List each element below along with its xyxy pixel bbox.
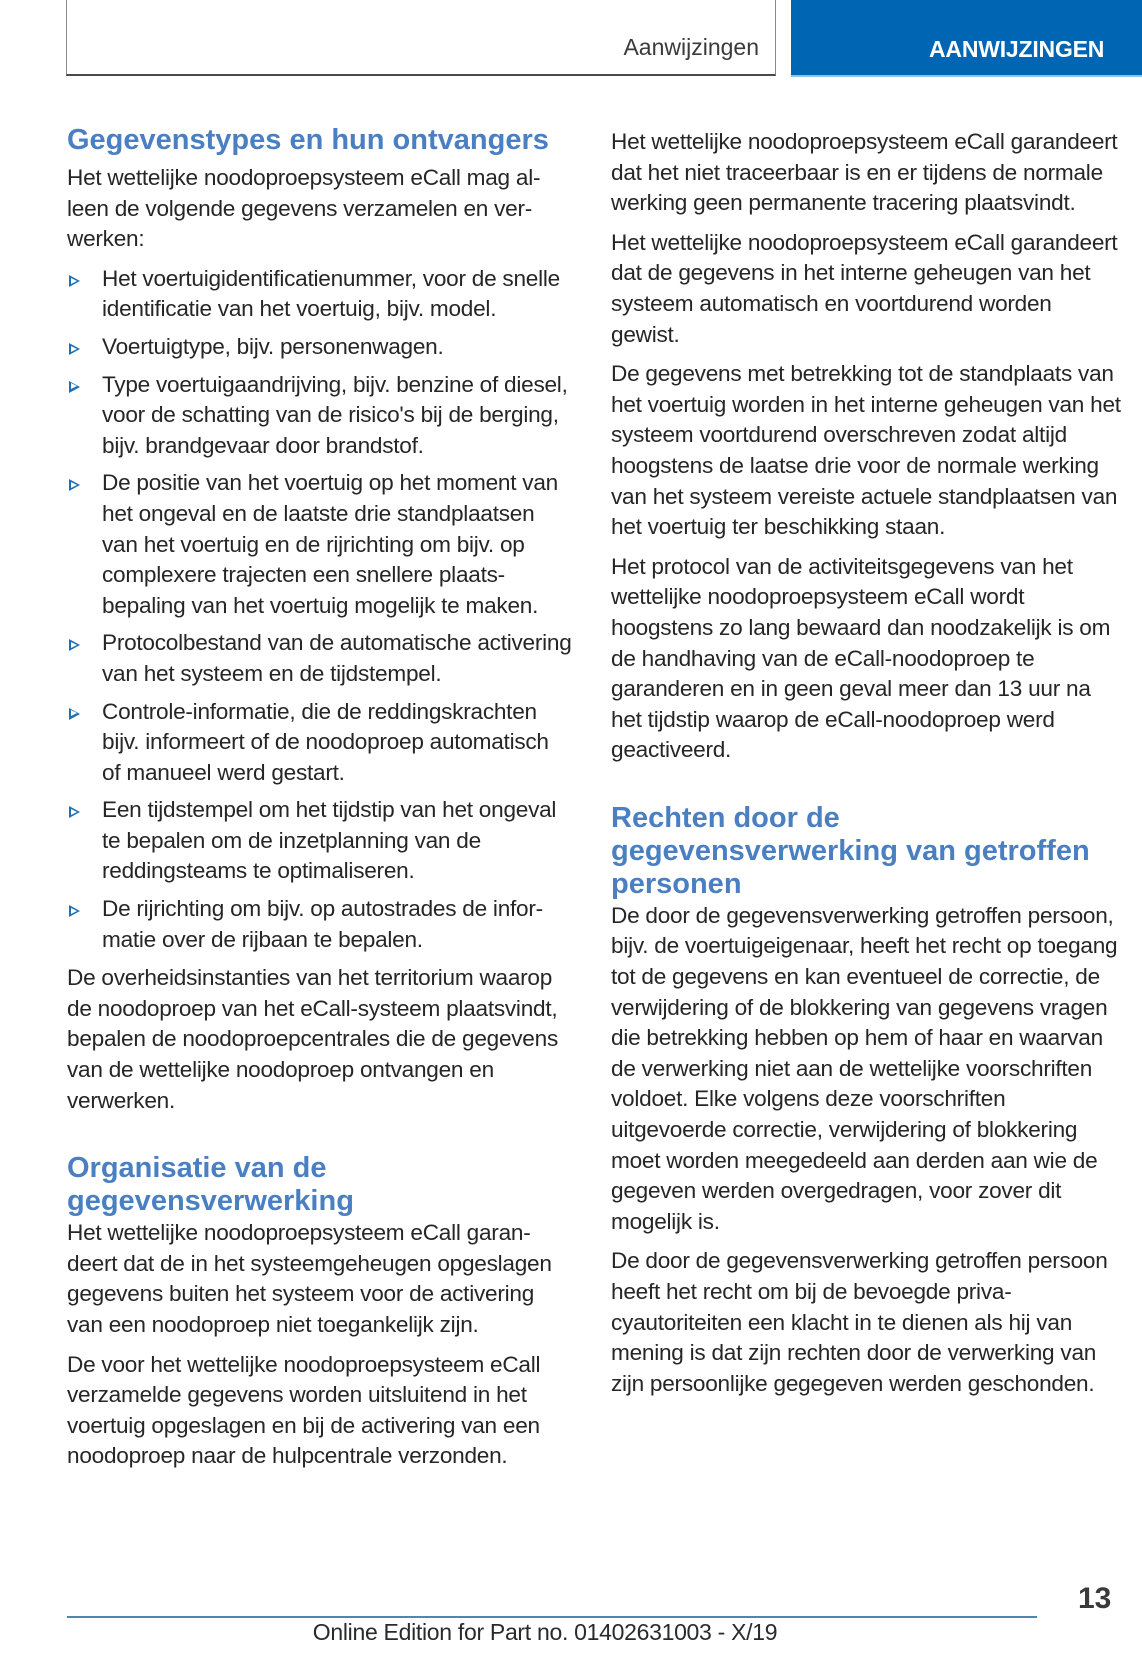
header-section-box [66, 0, 776, 76]
triangle-bullet-icon [69, 905, 80, 917]
triangle-bullet-icon [69, 381, 80, 393]
paragraph: Het wettelijke noodoproepsysteem eCall garandeert dat de gegevens in het interne geheugen van het systeem automatisch en voortdurend worden gewist. [611, 229, 1118, 347]
footer-edition-text: Online Edition for Part no. 01402631003 - X/19 [312, 1619, 778, 1645]
list-item [67, 894, 572, 955]
paragraph: Het protocol van de activiteitsgegevens van het wettelijke noodoproepsysteem eCall wordt hoogstens zo lang bewaard dan noodzakelijk is om de handhaving van de eCall-noodoproep te garanderen en in geen geval meer dan 13 uur na het tijdstip waarop de eCall-noodoproep werd geactiveerd. [611, 553, 1111, 763]
list-item [67, 332, 572, 363]
list-item [67, 628, 572, 689]
list-item-text: Controle-informatie, die de reddingskrachten bijv. informeert of de noodoproep automatisch of manueel werd gestart. [102, 698, 549, 785]
chapter-tab [791, 0, 1142, 77]
paragraph: De door de gegevensverwerking getroffen persoon heeft het recht om bij de bevoegde privacyautoriteiten een klacht in te dienen als hij van mening is dat zijn rechten door de verwerking van zijn persoonlijke gegegeven werden geschonden. [611, 1248, 1108, 1396]
list-item-text: Het voertuigidentificatienummer, voor de snelle identificatie van het voertuig, bijv. model. [102, 265, 560, 322]
left-column [67, 124, 572, 1481]
section-heading-data-types: Gegevenstypes en hun ontvangers [67, 124, 549, 156]
list-item-text: Voertuigtype, bijv. personenwagen. [102, 333, 444, 359]
triangle-bullet-icon [69, 639, 80, 651]
paragraph: Het wettelijke noodoproepsysteem eCall garandeert dat het niet traceerbaar is en er tijdens de normale werking geen permanente tracering plaatsvindt. [611, 129, 1118, 216]
footer-divider [67, 1616, 1037, 1618]
right-column [611, 127, 1121, 1408]
list-item [67, 795, 572, 887]
list-item-text: Een tijdstempel om het tijdstip van het ongeval te bepalen om de inzetplanning van de reddingsteams te optimaliseren. [102, 797, 557, 884]
paragraph: De voor het wettelijke noodoproepsysteem eCall verzamelde gegevens worden uitsluitend in het voertuig opgeslagen en bij de activering van een noodoproep naar de hulpcentrale verzonden. [67, 1351, 541, 1469]
data-types-list [67, 264, 572, 955]
list-item-text: De rijrichting om bijv. op autostrades de informatie over de rijbaan te bepalen. [102, 896, 544, 952]
section-heading-organisation: Organisatie van de gegevensverwerking [67, 1152, 354, 1218]
paragraph: Het wettelijke noodoproepsysteem eCall garandeert dat de in het systeemgeheugen opgeslagen gegevens buiten het systeem voor de activering van een noodoproep niet toegankelijk zijn. [67, 1220, 552, 1337]
chapter-tab-label: AANWIJZINGEN [929, 36, 1105, 62]
triangle-bullet-icon [69, 479, 80, 491]
list-item [67, 468, 572, 621]
list-item-text: Type voertuigaandrijving, bijv. benzine of diesel, voor de schatting van de risico's bij de berging, bijv. brandgevaar door brandstof. [102, 371, 568, 458]
paragraph: De overheidsinstanties van het territorium waarop de noodoproep van het eCall-systeem plaatsvindt, bepalen de noodoproepcentrales die de gegevens van de wettelijke noodoproep ontvangen en verwerken. [67, 965, 558, 1113]
paragraph: De door de gegevensverwerking getroffen persoon, bijv. de voertuigeigenaar, heeft het recht op toegang tot de gegevens en kan eventueel de correctie, de verwijdering of de blokkering van gegevens vragen die betrekking hebben op hem of haar en waarvan de verwerking niet aan de wettelijke voorschriften voldoet. Elke volgens deze voorschriften uitgevoerde correctie, verwijdering of blokkering moet worden meegedeeld aan derden aan wie de gegeven werden overgedragen, voor zover dit mogelijk is. [611, 902, 1118, 1234]
page-number: 13 [1078, 1582, 1112, 1615]
list-item [67, 697, 572, 789]
list-item-text: Protocolbestand van de automatische activering van het systeem en de tijdstempel. [102, 630, 572, 686]
triangle-bullet-icon [69, 275, 80, 287]
triangle-bullet-icon [69, 708, 80, 720]
section-heading-rights: Rechten door de gegevensverwerking van getroffen personen [611, 801, 1090, 900]
triangle-bullet-icon [69, 343, 80, 355]
header-section-label: Aanwijzingen [623, 34, 759, 60]
list-item [67, 264, 572, 325]
paragraph: Het wettelijke noodoproepsysteem eCall mag alleen de volgende gegevens verzamelen en verwerken: [67, 165, 541, 252]
paragraph: De gegevens met betrekking tot de standplaats van het voertuig worden in het interne geheugen van het systeem voortdurend overschreven zodat altijd hoogstens de laatse drie voor de normale werking van het systeem vereiste actuele standplaatsen van het voertuig ter beschikking staan. [611, 361, 1121, 540]
triangle-bullet-icon [69, 806, 80, 818]
footer-edition [0, 1619, 1142, 1646]
list-item-text: De positie van het voertuig op het moment van het ongeval en de laatste drie standplaatsen van het voertuig en de rijrichting om bijv. op complexere trajecten een snellere plaatsbepaling van het voertuig mogelijk te maken. [102, 470, 558, 618]
list-item [67, 370, 572, 462]
